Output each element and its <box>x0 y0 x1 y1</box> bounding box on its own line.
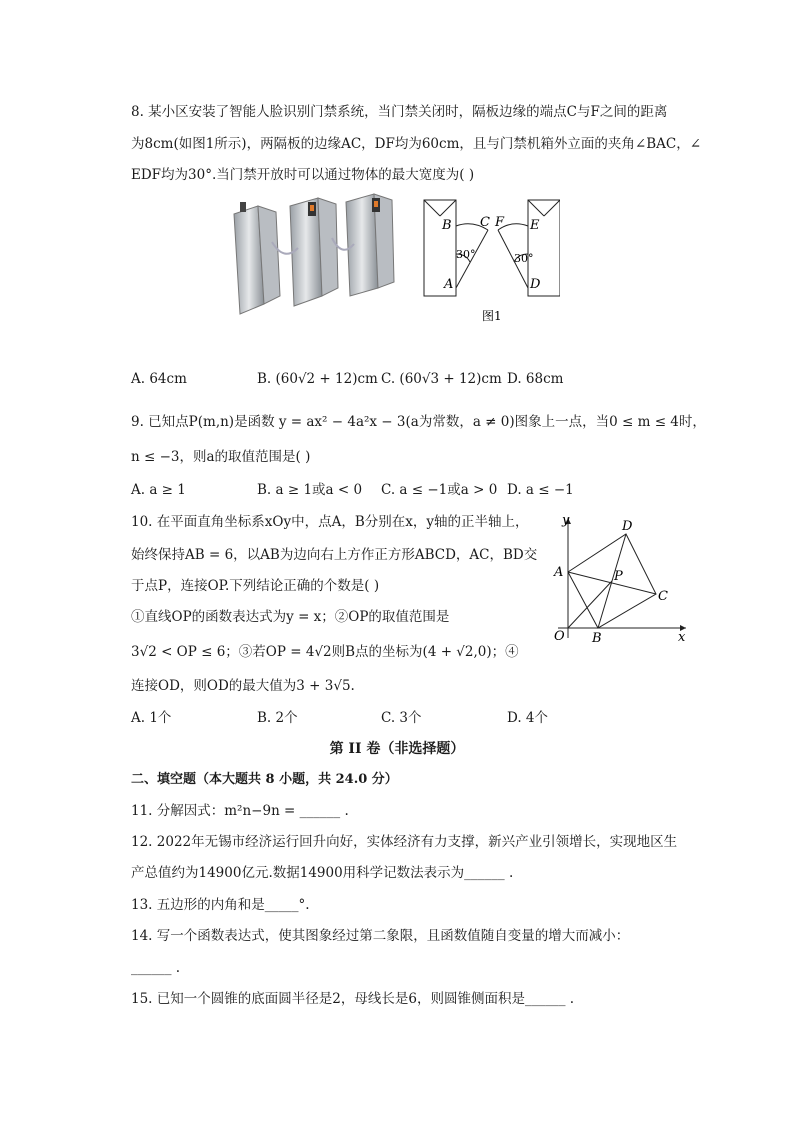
q8-option-d: D. 68cm <box>507 371 564 387</box>
q8-option-b: B. (60√2 + 12)cm <box>257 371 378 387</box>
q10-line4: ①直线OP的函数表达式为y = x；②OP的取值范围是 <box>131 609 450 625</box>
q10-option-c: C. 3个 <box>381 710 422 726</box>
label-x: x <box>678 630 686 645</box>
q10-option-a: A. 1个 <box>131 710 172 726</box>
q10-option-d: D. 4个 <box>507 710 549 726</box>
q10-line3: 于点P，连接OP.下列结论正确的个数是( ) <box>131 578 380 594</box>
q8-line3: EDF均为30°.当门禁开放时可以通过物体的最大宽度为( ) <box>131 167 475 183</box>
label-y: y <box>562 513 570 528</box>
label-B: B <box>592 631 602 645</box>
label-O: O <box>554 629 565 644</box>
figure-caption: 图1 <box>482 309 502 323</box>
label-D: D <box>530 277 541 292</box>
q8-figure-1 <box>420 196 560 331</box>
label-B: B <box>442 218 452 233</box>
label-E: E <box>530 218 540 233</box>
label-A: A <box>444 277 454 292</box>
q12-line2: 产总值约为14900亿元.数据14900用科学记数法表示为______ . <box>131 865 514 881</box>
q10-figure <box>548 510 693 645</box>
q14-line2: ______ . <box>131 960 181 976</box>
q15: 15. 已知一个圆锥的底面圆半径是2，母线长是6，则圆锥侧面积是______ . <box>131 991 575 1007</box>
turnstile-photo <box>228 192 398 322</box>
label-D: D <box>622 519 633 534</box>
q13: 13. 五边形的内角和是_____°. <box>131 897 310 913</box>
q10-option-b: B. 2个 <box>257 710 298 726</box>
q14-line1: 14. 写一个函数表达式，使其图象经过第二象限，且函数值随自变量的增大而减小： <box>131 928 630 944</box>
angle-right: 30° <box>514 252 534 265</box>
label-A: A <box>554 565 564 580</box>
q8-line2: 为8cm(如图1所示)，两隔板的边缘AC，DF均为60cm，且与门禁机箱外立面的夹角∠BAC，∠ <box>131 136 702 152</box>
q8-option-a: A. 64cm <box>131 371 187 387</box>
label-P: P <box>614 569 623 584</box>
q9-option-c: C. a ≤ −1或a > 0 <box>381 482 498 498</box>
q10-line5: 3√2 < OP ≤ 6；③若OP = 4√2则B点的坐标为(4 + √2,0)；④ <box>131 644 519 660</box>
q9-line1: 9. 已知点P(m,n)是函数 y = ax² − 4a²x − 3(a为常数，a ≠ 0)图象上一点，当0 ≤ m ≤ 4时， <box>131 414 706 430</box>
label-C: C <box>658 589 668 604</box>
label-C: C <box>480 215 490 230</box>
q8-line1: 8. 某小区安装了智能人脸识别门禁系统，当门禁关闭时，隔板边缘的端点C与F之间的距离 <box>131 104 668 120</box>
q10-line2: 始终保持AB = 6，以AB为边向右上方作正方形ABCD，AC，BD交 <box>131 547 538 563</box>
q10-line6: 连接OD，则OD的最大值为3 + 3√5. <box>131 678 355 694</box>
angle-left: 30° <box>456 248 476 261</box>
q9-option-b: B. a ≥ 1或a < 0 <box>257 482 363 498</box>
turnstile-unit-2 <box>290 198 338 306</box>
diag-AC <box>568 572 656 594</box>
q9-option-a: A. a ≥ 1 <box>131 482 186 498</box>
q9-option-d: D. a ≤ −1 <box>507 482 574 498</box>
q11: 11. 分解因式：m²n−9n = ______ . <box>131 803 349 819</box>
part2-title: 第 II 卷（非选择题） <box>329 741 465 757</box>
turnstile-unit-1 <box>234 202 280 314</box>
section-heading: 二、填空题（本大题共 8 小题，共 24.0 分） <box>131 772 398 787</box>
q10-line1: 10. 在平面直角坐标系xOy中，点A，B分别在x，y轴的正半轴上， <box>131 514 529 530</box>
q9-line2: n ≤ −3，则a的取值范围是( ) <box>131 449 311 465</box>
q12-line1: 12. 2022年无锡市经济运行回升向好，实体经济有力支撑，新兴产业引领增长，实现地区生 <box>131 834 678 850</box>
q8-option-c: C. (60√3 + 12)cm <box>381 371 502 387</box>
label-F: F <box>495 215 505 230</box>
